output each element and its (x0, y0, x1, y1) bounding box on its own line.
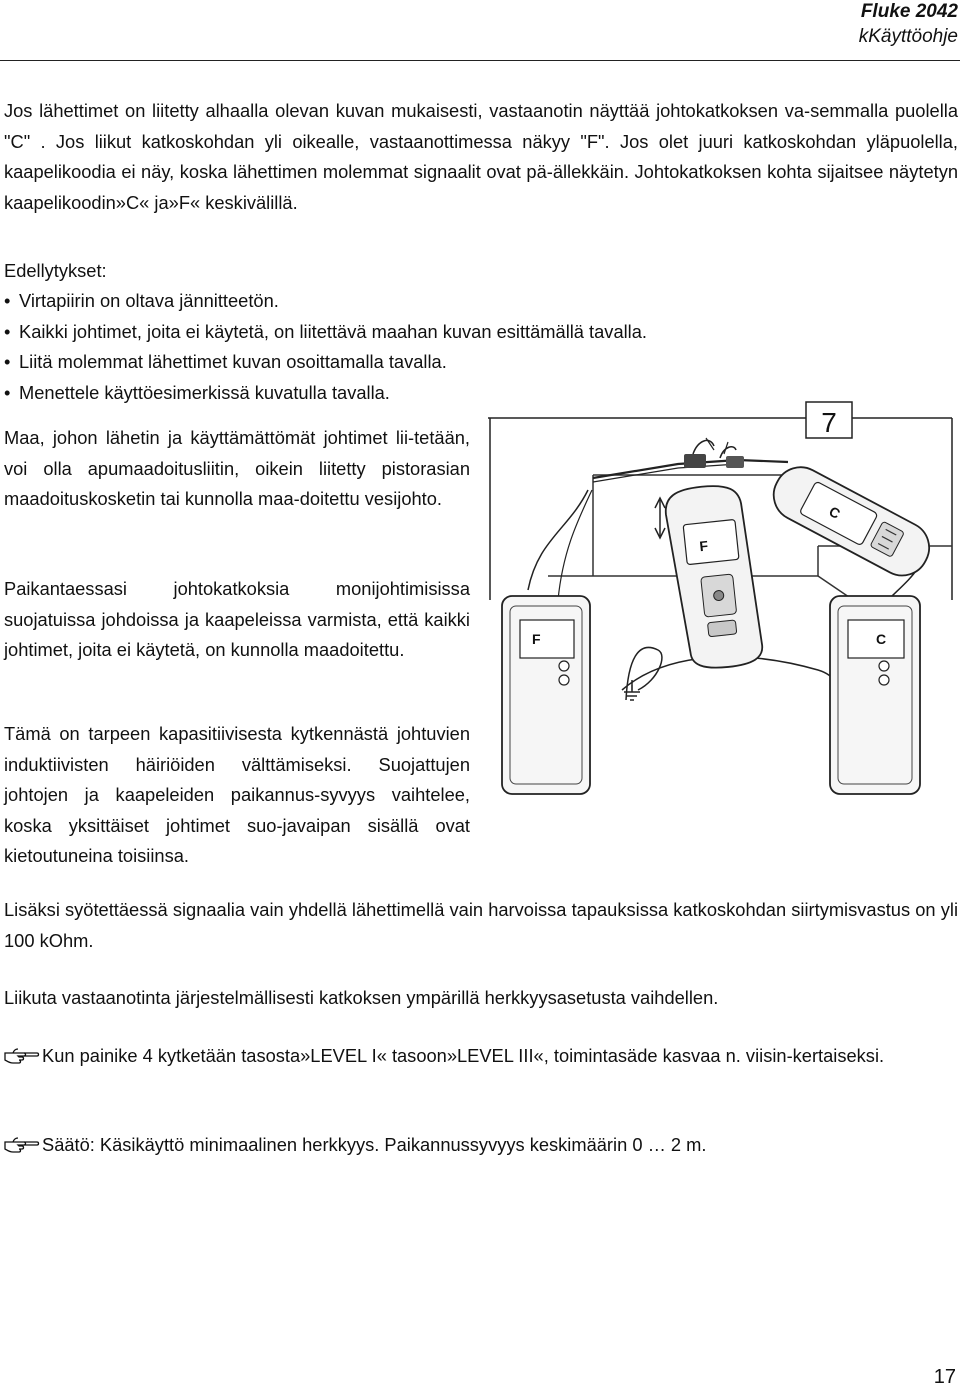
note-setting (4, 1130, 958, 1161)
prerequisite-item (4, 347, 958, 378)
receiver-lower (663, 482, 764, 672)
receiver-upper (765, 458, 939, 585)
depth-arrow (655, 498, 665, 538)
figure-number-box (806, 402, 852, 438)
figure-7-illustration (488, 400, 956, 838)
note-level-switch (4, 1041, 958, 1072)
bullet-marker: • (4, 351, 11, 372)
figure-number: 7 (821, 407, 837, 438)
header-subtitle: kKäyttöohje (858, 26, 958, 47)
bullet-marker: • (4, 321, 11, 342)
pointing-hand-icon (4, 1046, 40, 1066)
locating-paragraph: Paikantaessasi johtokatkoksia monijohtimisissa suojatuissa johdoissa ja kaapeleissa varmista, että kaikki johtimet, joita ei käytetä, on kunnolla maadoitettu. (4, 578, 470, 660)
note-text: Säätö: Käsikäyttö minimaalinen herkkyys. Paikannussyvyys keskimäärin 0 … 2 m. (42, 1134, 707, 1155)
ground-paragraph: Maa, johon lähetin ja käyttämättömät johtimet lii-tetään, voi olla apumaadoitusliitin, oikein liitetty pistorasian maadoituskosketin tai kunnolla maa-doitettu vesijohto. (4, 427, 470, 509)
header-product: Fluke 2042 (860, 1, 958, 22)
transmitter-left-label: F (532, 631, 541, 647)
intro-paragraph: Jos lähettimet on liitetty alhaalla olevan kuvan mukaisesti, vastaanotin näyttää johtokatkoksen va-semmalla puolella "C" . Jos liikut katkoskohdan yli oikealle, vastaanottimessa näkyy "F". Jos olet juuri katkoskohdan yläpuolella, kaapelikoodia ei näy, koska lähettimen molemmat signaalit ovat pä-ällekkäin. Johtokatkoksen kohta sijaitsee näytetyn kaapelikoodin»C« ja»F« keskivälillä. (4, 100, 958, 213)
move-paragraph: Liikuta vastaanotinta järjestelmällisesti katkoksen ympärillä herkkyysasetusta vaihdellen. (4, 987, 719, 1008)
prerequisite-text: Kaikki johtimet, joita ei käytetä, on liitettävä maahan kuvan esittämällä tavalla. (19, 321, 647, 342)
receiver-lower-label: F (698, 537, 709, 555)
note-text: Kun painike 4 kytketään tasosta»LEVEL I« tasoon»LEVEL III«, toimintasäde kasvaa n. viisin-kertaiseksi. (42, 1045, 885, 1066)
additionally-paragraph: Lisäksi syötettäessä signaalia vain yhdellä lähettimellä vain harvoissa tapauksissa katkoskohdan siirtymisvastus on yli 100 kOhm. (4, 899, 958, 951)
transmitter-right (830, 596, 920, 794)
prerequisite-text: Liitä molemmat lähettimet kuvan osoittamalla tavalla. (19, 351, 447, 372)
transmitter-left (502, 596, 590, 794)
page-number: 17 (933, 1366, 956, 1388)
pointing-hand-icon (4, 1135, 40, 1155)
prerequisites-heading: Edellytykset: (4, 260, 107, 281)
transmitter-right-label: C (876, 631, 887, 647)
prerequisite-item (4, 286, 958, 317)
purpose-paragraph: Tämä on tarpeen kapasitiivisesta kytkennästä johtuvien induktiivisten häiriöiden välttämiseksi. Suojattujen johtojen ja kaapeleiden paikannus-syvyys vaihtelee, koska yksittäiset johtimet suo-javaipan sisällä ovat kietoutuneina toisiinsa. (4, 723, 470, 866)
bullet-marker: • (4, 290, 11, 311)
prerequisite-item (4, 317, 958, 348)
bullet-marker: • (4, 382, 11, 403)
header-divider (0, 60, 960, 61)
prerequisite-text: Menettele käyttöesimerkissä kuvatulla tavalla. (19, 382, 390, 403)
cable-break (684, 438, 744, 468)
receiver-upper-label: C (826, 503, 843, 522)
prerequisite-text: Virtapiirin on oltava jännitteetön. (19, 290, 279, 311)
